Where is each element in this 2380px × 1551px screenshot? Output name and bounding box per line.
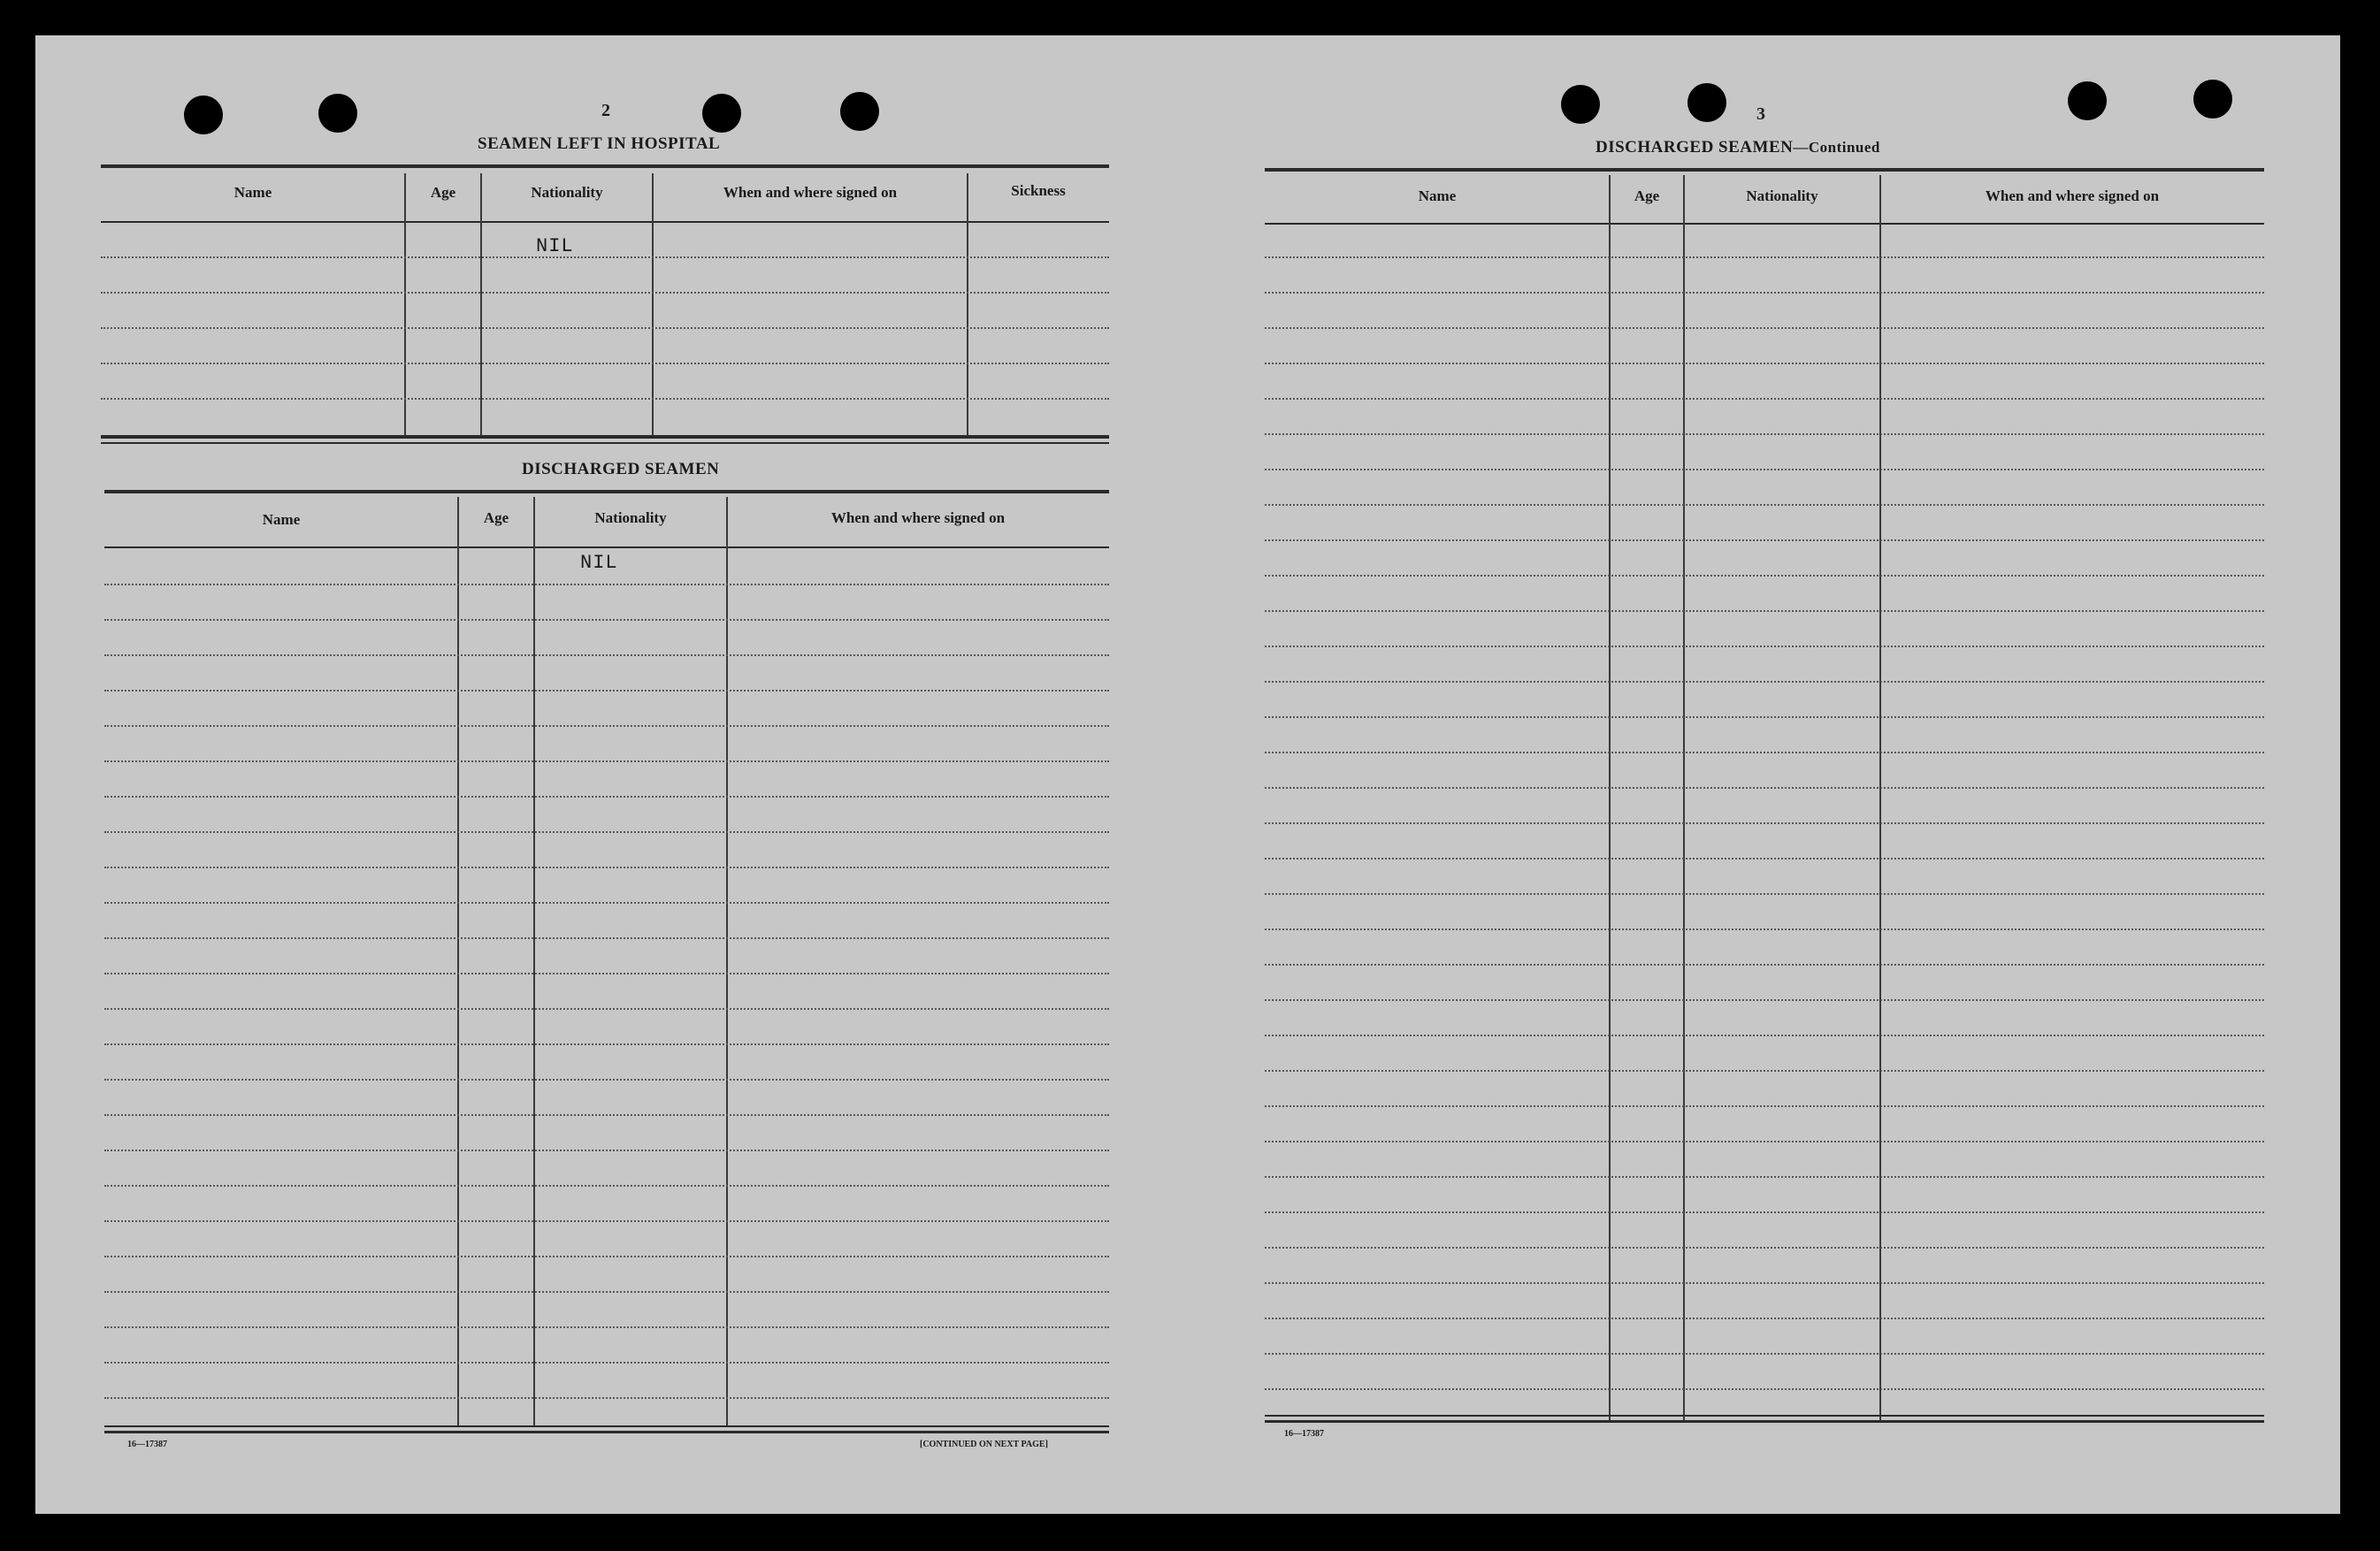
ruled-line <box>1265 858 2264 860</box>
punch-hole <box>318 94 357 133</box>
ruled-line <box>104 1185 1109 1187</box>
punch-hole <box>184 96 223 134</box>
hospital-header-rule <box>101 221 1109 223</box>
left-form-number: 16—17387 <box>127 1440 167 1449</box>
ruled-line <box>104 902 1109 904</box>
ruled-line <box>104 760 1109 762</box>
ruled-line <box>104 1220 1109 1222</box>
hospital-ruled-line <box>101 363 1109 364</box>
ruled-line <box>1265 433 2264 435</box>
right-bottom-rule <box>1265 1420 2264 1423</box>
hospital-bottom-rule <box>101 442 1109 444</box>
ruled-line <box>1265 1035 2264 1036</box>
ruled-line <box>1265 1211 2264 1213</box>
right-title-main: DISCHARGED SEAMEN <box>1596 138 1794 157</box>
right-title-continued: —Continued <box>1793 139 1880 156</box>
ruled-line <box>104 1079 1109 1081</box>
discharged-col-nationality: Nationality <box>594 509 667 526</box>
ruled-line <box>1265 752 2264 753</box>
ruled-line <box>1265 646 2264 647</box>
ruled-line <box>1265 292 2264 294</box>
ruled-line <box>104 973 1109 974</box>
ruled-line <box>1265 398 2264 400</box>
ruled-line <box>104 1362 1109 1364</box>
right-bottom-rule <box>1265 1415 2264 1417</box>
discharged-bottom-rule <box>104 1425 1109 1427</box>
punch-hole <box>1561 85 1600 124</box>
ruled-line <box>1265 363 2264 364</box>
discharged-col-name: Name <box>262 511 301 528</box>
ruled-line <box>104 1256 1109 1257</box>
ruled-line <box>104 1291 1109 1293</box>
left-page-number: 2 <box>601 101 610 120</box>
right-col-age: Age <box>1634 187 1660 204</box>
ruled-line <box>1265 681 2264 683</box>
ruled-line <box>1265 256 2264 258</box>
hospital-ruled-line <box>101 292 1109 294</box>
right-col-name: Name <box>1418 187 1457 204</box>
hospital-top-rule <box>101 164 1109 168</box>
hospital-col-sickness: Sickness <box>1011 182 1066 199</box>
hospital-col-signed-on: When and where signed on <box>723 184 898 201</box>
ruled-line <box>104 725 1109 727</box>
ruled-line <box>1265 716 2264 718</box>
ruled-line <box>104 1114 1109 1116</box>
right-col-nationality: Nationality <box>1746 187 1818 204</box>
ruled-line <box>1265 575 2264 577</box>
hospital-ruled-line <box>101 398 1109 400</box>
right-col-signed-on: When and where signed on <box>1985 187 2160 204</box>
ruled-line <box>1265 1318 2264 1319</box>
ruled-line <box>1265 928 2264 930</box>
ruled-line <box>104 937 1109 939</box>
hospital-nil-entry: NIL <box>536 235 574 257</box>
ruled-line <box>1265 787 2264 789</box>
punch-hole <box>840 92 879 131</box>
discharged-col-divider <box>726 497 728 1427</box>
discharged-col-signed-on: When and where signed on <box>830 509 1006 526</box>
discharged-nil-entry: NIL <box>580 552 618 574</box>
ruled-line <box>104 1326 1109 1328</box>
discharged-top-rule <box>104 490 1109 493</box>
discharged-col-divider <box>533 497 535 1427</box>
ruled-line <box>104 1008 1109 1010</box>
ruled-line <box>1265 964 2264 966</box>
hospital-col-nationality: Nationality <box>531 184 603 201</box>
ruled-line <box>104 654 1109 656</box>
ruled-line <box>1265 1141 2264 1142</box>
right-page-number: 3 <box>1756 104 1765 124</box>
continued-note: [CONTINUED ON NEXT PAGE] <box>920 1440 1048 1449</box>
punch-hole <box>702 94 741 133</box>
hospital-ruled-line <box>101 327 1109 329</box>
ruled-line <box>1265 999 2264 1001</box>
discharged-col-age: Age <box>483 509 509 526</box>
ruled-line <box>1265 610 2264 612</box>
ruled-line <box>1265 504 2264 506</box>
punch-hole <box>1687 83 1726 122</box>
discharged-bottom-rule <box>104 1431 1109 1433</box>
ruled-line <box>1265 1282 2264 1284</box>
hospital-col-age: Age <box>430 184 456 201</box>
ruled-line <box>104 584 1109 585</box>
ruled-line <box>1265 1353 2264 1355</box>
discharged-header-rule <box>104 546 1109 548</box>
ruled-line <box>104 1397 1109 1399</box>
ruled-line <box>1265 539 2264 541</box>
ruled-line <box>1265 1070 2264 1072</box>
hospital-col-name: Name <box>233 184 272 201</box>
right-top-rule <box>1265 168 2264 172</box>
ruled-line <box>1265 1247 2264 1249</box>
ruled-line <box>1265 1176 2264 1178</box>
punch-hole <box>2068 81 2107 120</box>
discharged-col-divider <box>457 497 459 1427</box>
ruled-line <box>104 619 1109 621</box>
right-header-rule <box>1265 223 2264 225</box>
punch-hole <box>2193 80 2232 118</box>
ruled-line <box>1265 822 2264 824</box>
ruled-line <box>1265 469 2264 470</box>
ruled-line <box>1265 893 2264 895</box>
ruled-line <box>1265 1388 2264 1390</box>
ruled-line <box>1265 327 2264 329</box>
right-form-number: 16—17387 <box>1284 1429 1324 1439</box>
ruled-line <box>104 1043 1109 1045</box>
ruled-line <box>104 867 1109 868</box>
hospital-section-title: SEAMEN LEFT IN HOSPITAL <box>478 134 721 153</box>
hospital-ruled-line <box>101 256 1109 258</box>
ruled-line <box>104 831 1109 833</box>
discharged-section-title: DISCHARGED SEAMEN <box>522 460 720 478</box>
ruled-line <box>1265 1105 2264 1107</box>
hospital-bottom-rule <box>101 435 1109 439</box>
ruled-line <box>104 796 1109 798</box>
ruled-line <box>104 1150 1109 1151</box>
ruled-line <box>104 690 1109 691</box>
right-section-title <box>1596 138 1880 157</box>
